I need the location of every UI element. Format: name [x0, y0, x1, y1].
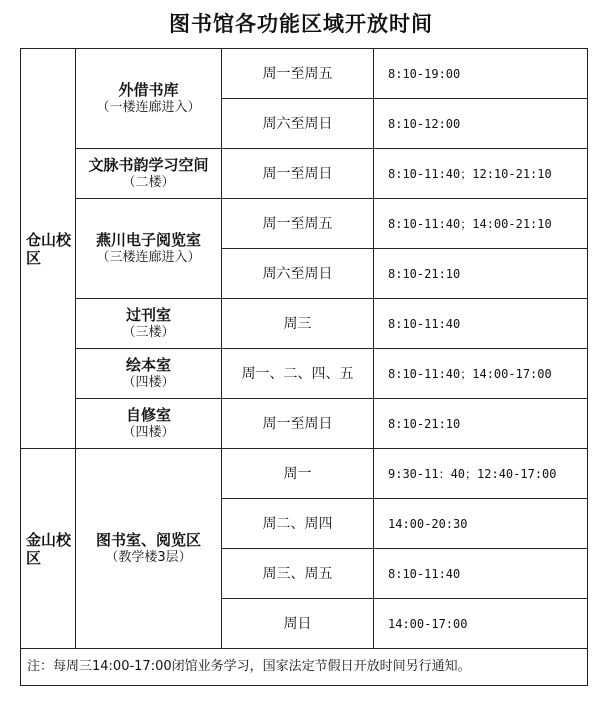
note-row [21, 649, 588, 686]
campus-cell: 仓山校区 [21, 49, 76, 449]
table-row [21, 299, 588, 349]
opening-hours-table [20, 48, 588, 686]
hours-cell: 14:00-20:30 [374, 499, 588, 549]
days-cell: 周一、二、四、五 [222, 349, 374, 399]
campus-cell: 金山校区 [21, 449, 76, 649]
hours-cell: 8:10-11:40；14:00-17:00 [374, 349, 588, 399]
hours-cell: 8:10-11:40 [374, 549, 588, 599]
area-name: 自修室 [125, 405, 171, 424]
area-cell [76, 49, 222, 149]
area-location: （四楼） [122, 424, 175, 440]
days-cell: 周一至周日 [222, 399, 374, 449]
area-cell [76, 399, 222, 449]
area-location: （四楼） [122, 374, 175, 390]
hours-cell: 14:00-17:00 [374, 599, 588, 649]
hours-cell: 8:10-11:40 [374, 299, 588, 349]
area-location: （教学楼3层） [105, 549, 192, 565]
table-row [21, 349, 588, 399]
table-row [21, 49, 588, 99]
area-name: 文脉书韵学习空间 [88, 155, 209, 174]
hours-cell: 8:10-11:40；14:00-21:10 [374, 199, 588, 249]
hours-cell: 8:10-11:40；12:10-21:10 [374, 149, 588, 199]
area-cell [76, 199, 222, 299]
area-name: 绘本室 [125, 355, 171, 374]
area-location: （一楼连廊进入） [96, 99, 201, 115]
table-row [21, 199, 588, 249]
days-cell: 周一 [222, 449, 374, 499]
days-cell: 周六至周日 [222, 99, 374, 149]
area-cell [76, 449, 222, 649]
days-cell: 周一至周五 [222, 199, 374, 249]
area-name: 过刊室 [125, 305, 171, 324]
area-name: 燕川电子阅览室 [95, 230, 201, 249]
hours-cell: 8:10-21:10 [374, 399, 588, 449]
area-location: （三楼连廊进入） [96, 249, 201, 265]
area-cell [76, 349, 222, 399]
area-cell [76, 149, 222, 199]
area-location: （二楼） [122, 174, 175, 190]
area-name: 外借书库 [118, 80, 179, 99]
footnote: 注：每周三14:00-17:00闭馆业务学习，国家法定节假日开放时间另行通知。 [21, 649, 588, 686]
days-cell: 周一至周五 [222, 49, 374, 99]
hours-cell: 8:10-12:00 [374, 99, 588, 149]
table-row [21, 149, 588, 199]
days-cell: 周二、周四 [222, 499, 374, 549]
hours-cell: 8:10-21:10 [374, 249, 588, 299]
hours-cell: 8:10-19:00 [374, 49, 588, 99]
page-title: 图书馆各功能区域开放时间 [169, 12, 433, 36]
hours-cell: 9:30-11：40；12:40-17:00 [374, 449, 588, 499]
area-location: （三楼） [122, 324, 175, 340]
area-cell [76, 299, 222, 349]
days-cell: 周日 [222, 599, 374, 649]
table-row [21, 399, 588, 449]
days-cell: 周六至周日 [222, 249, 374, 299]
days-cell: 周一至周日 [222, 149, 374, 199]
area-name: 图书室、阅览区 [95, 530, 201, 549]
days-cell: 周三 [222, 299, 374, 349]
days-cell: 周三、周五 [222, 549, 374, 599]
table-row [21, 449, 588, 499]
